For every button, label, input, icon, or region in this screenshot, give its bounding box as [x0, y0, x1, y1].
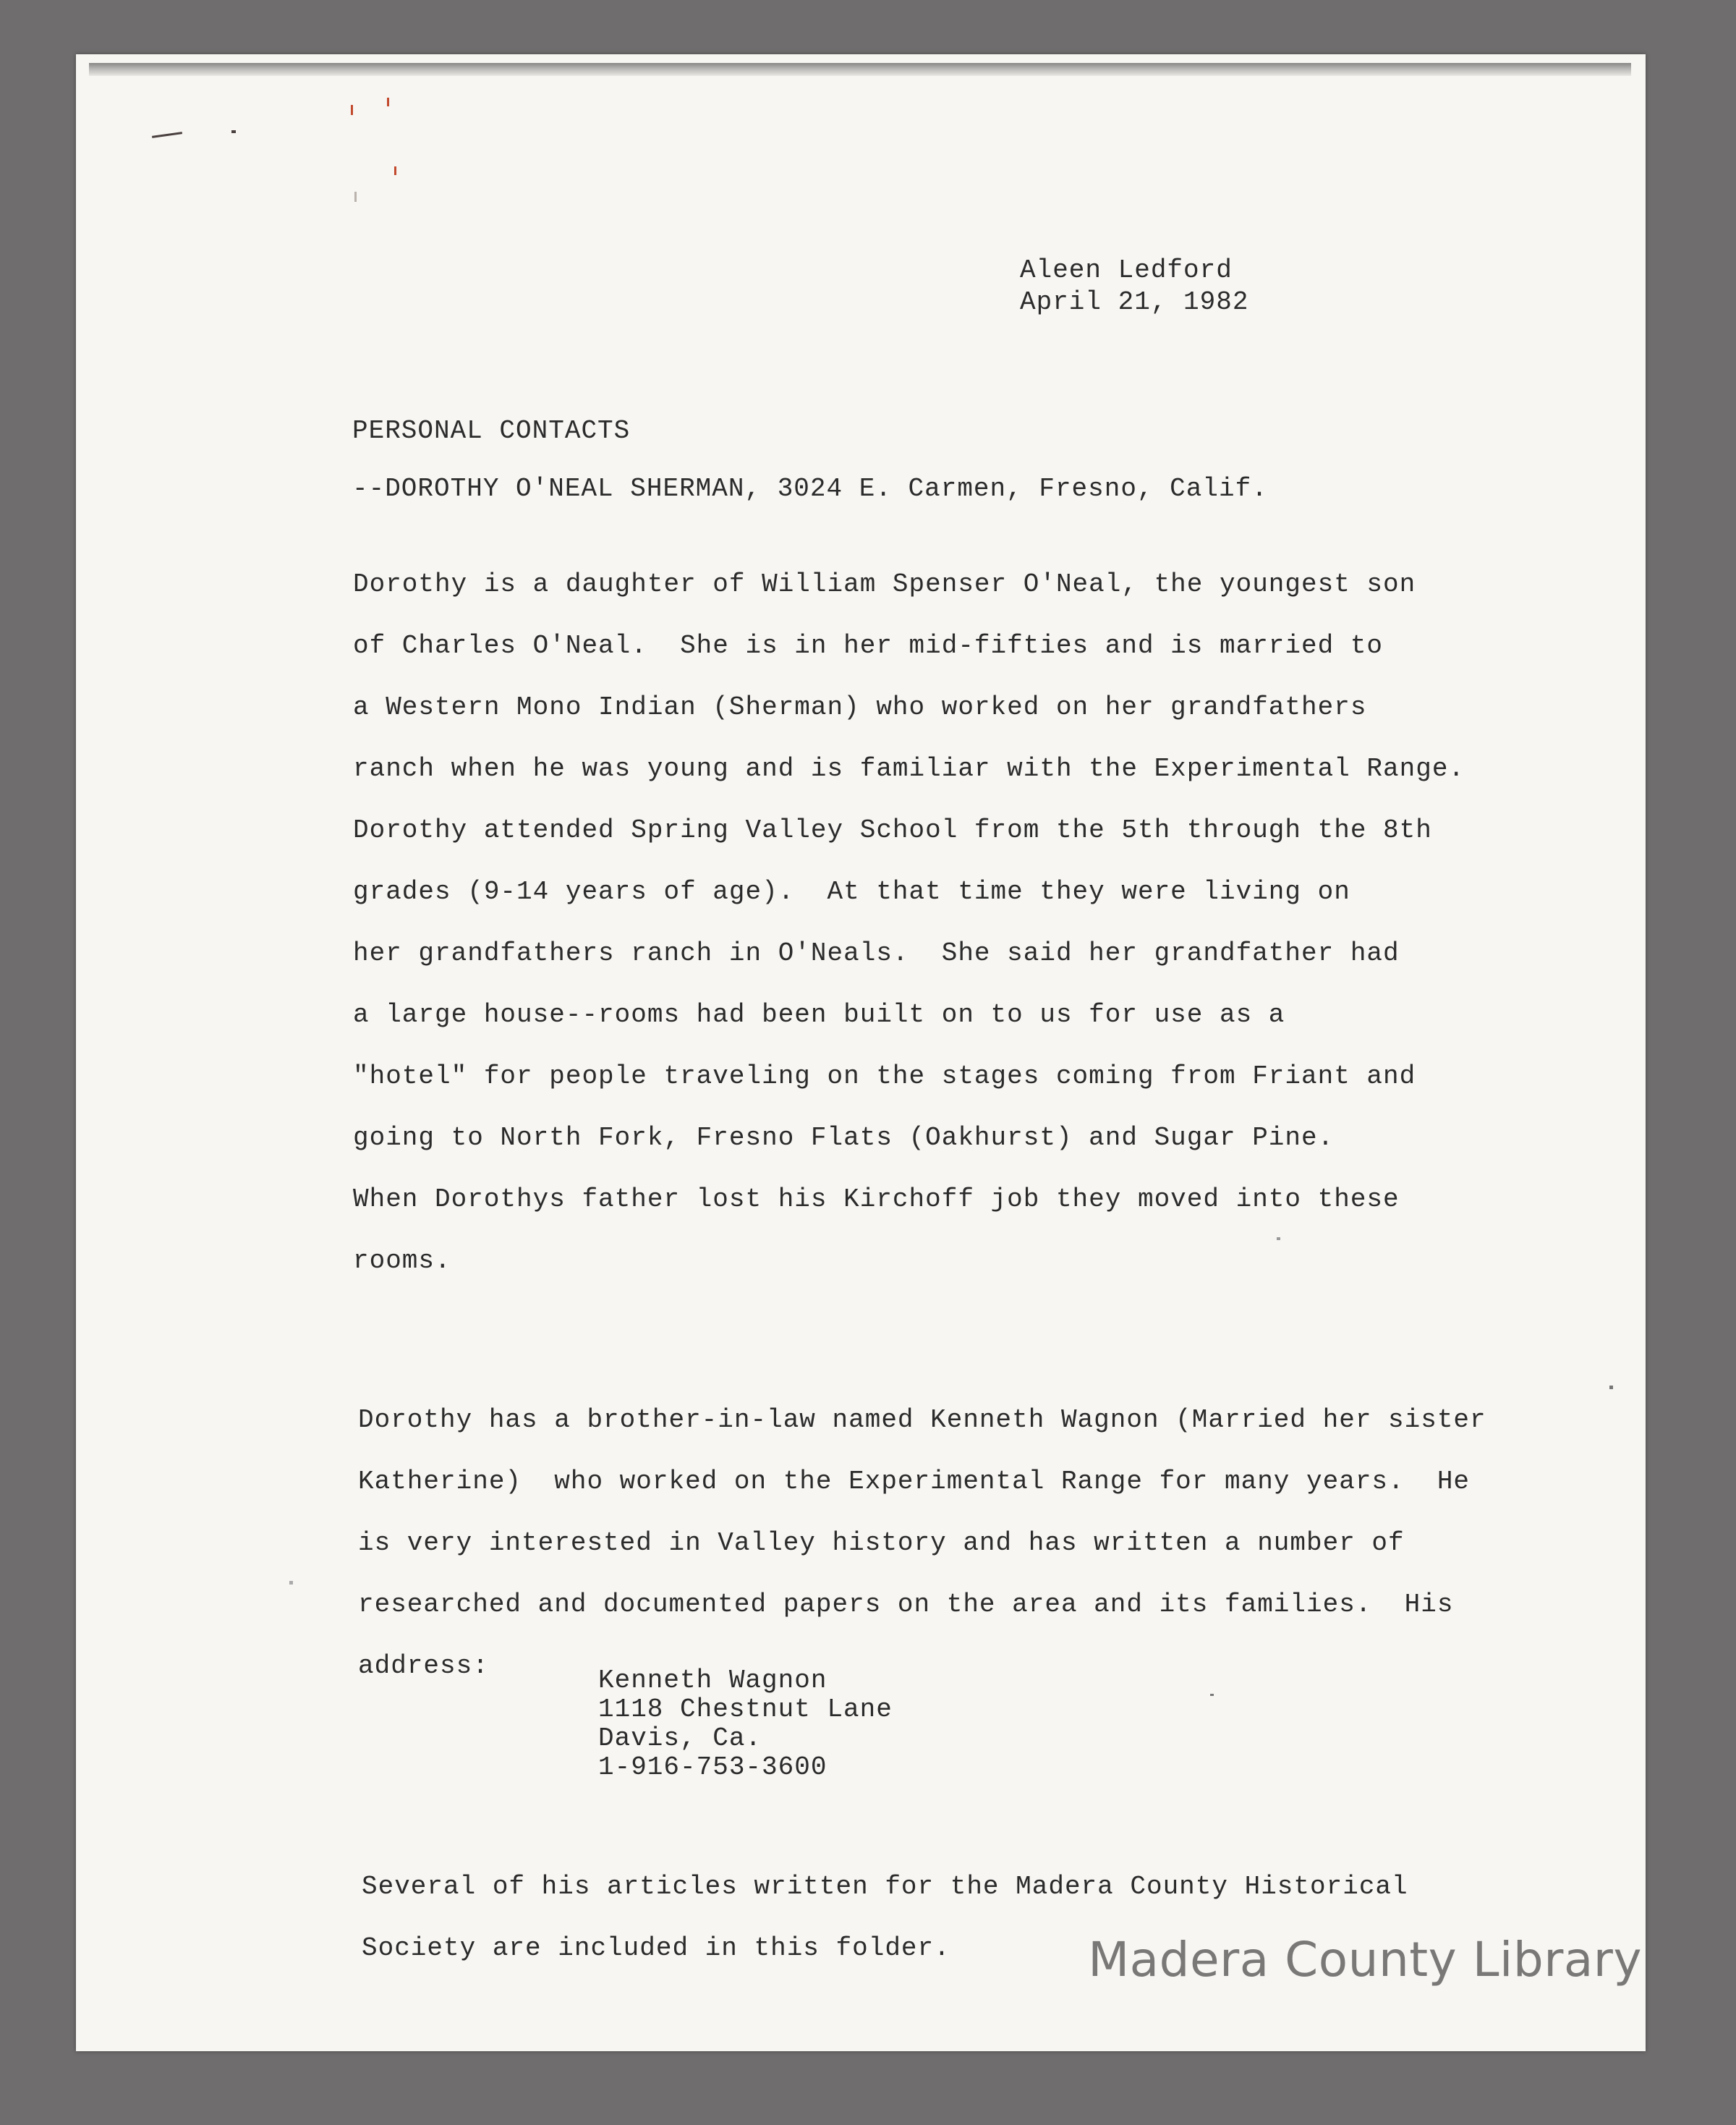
section-title: PERSONAL CONTACTS: [352, 416, 631, 446]
paragraph-line: ranch when he was young and is familiar with the Experimental Range.: [353, 754, 1465, 784]
paragraph-2: [358, 1389, 1486, 1697]
stray-mark: [289, 1581, 293, 1585]
paragraph-line: is very interested in Valley history and has written a number of: [358, 1528, 1405, 1558]
stray-mark: [1609, 1386, 1613, 1389]
stray-mark: [152, 132, 182, 138]
contact-line: --DOROTHY O'NEAL SHERMAN, 3024 E. Carmen, Fresno, Calif.: [352, 474, 1268, 504]
author-name: Aleen Ledford: [1020, 255, 1233, 285]
paragraph-line: researched and documented papers on the area and its families. His: [358, 1590, 1454, 1619]
address-city: Davis, Ca.: [598, 1723, 762, 1753]
stray-mark: [394, 166, 396, 175]
paragraph-line: When Dorothys father lost his Kirchoff job they moved into these: [353, 1184, 1400, 1214]
paragraph-line: Dorothy has a brother-in-law named Kenneth Wagnon (Married her sister: [358, 1405, 1486, 1435]
paragraph-line: Society are included in this folder.: [362, 1933, 950, 1963]
stray-mark: [387, 98, 389, 106]
stray-mark: [231, 130, 236, 133]
paragraph-line: address:: [358, 1651, 489, 1681]
paragraph-line: going to North Fork, Fresno Flats (Oakhurst) and Sugar Pine.: [353, 1123, 1335, 1153]
stray-mark: [354, 192, 357, 202]
paragraph-line: her grandfathers ranch in O'Neals. She said her grandfather had: [353, 938, 1400, 968]
address-name: Kenneth Wagnon: [598, 1666, 827, 1695]
paragraph-line: Dorothy is a daughter of William Spenser O'Neal, the youngest son: [353, 569, 1416, 599]
document-page: [76, 54, 1646, 2051]
paper-top-edge: [89, 63, 1631, 76]
library-watermark: Madera County Library: [1088, 1932, 1642, 1988]
address-phone: 1-916-753-3600: [598, 1752, 827, 1782]
stray-mark: [351, 105, 353, 115]
paragraph-1: [353, 553, 1465, 1291]
paragraph-line: grades (9-14 years of age). At that time they were living on: [353, 877, 1350, 907]
paragraph-line: Katherine) who worked on the Experimental Range for many years. He: [358, 1467, 1471, 1496]
document-date: April 21, 1982: [1020, 287, 1249, 317]
paragraph-line: Several of his articles written for the Madera County Historical: [362, 1872, 1408, 1901]
paragraph-line: Dorothy attended Spring Valley School from the 5th through the 8th: [353, 815, 1432, 845]
paragraph-line: a Western Mono Indian (Sherman) who worked on her grandfathers: [353, 692, 1367, 722]
paragraph-line: "hotel" for people traveling on the stages coming from Friant and: [353, 1061, 1416, 1091]
address-block: [598, 1666, 893, 1782]
paragraph-line: of Charles O'Neal. She is in her mid-fifties and is married to: [353, 631, 1384, 661]
paragraph-line: a large house--rooms had been built on to us for use as a: [353, 1000, 1285, 1030]
address-street: 1118 Chestnut Lane: [598, 1695, 893, 1724]
paragraph-line: rooms.: [353, 1246, 451, 1276]
author-date-block: [1020, 255, 1248, 318]
